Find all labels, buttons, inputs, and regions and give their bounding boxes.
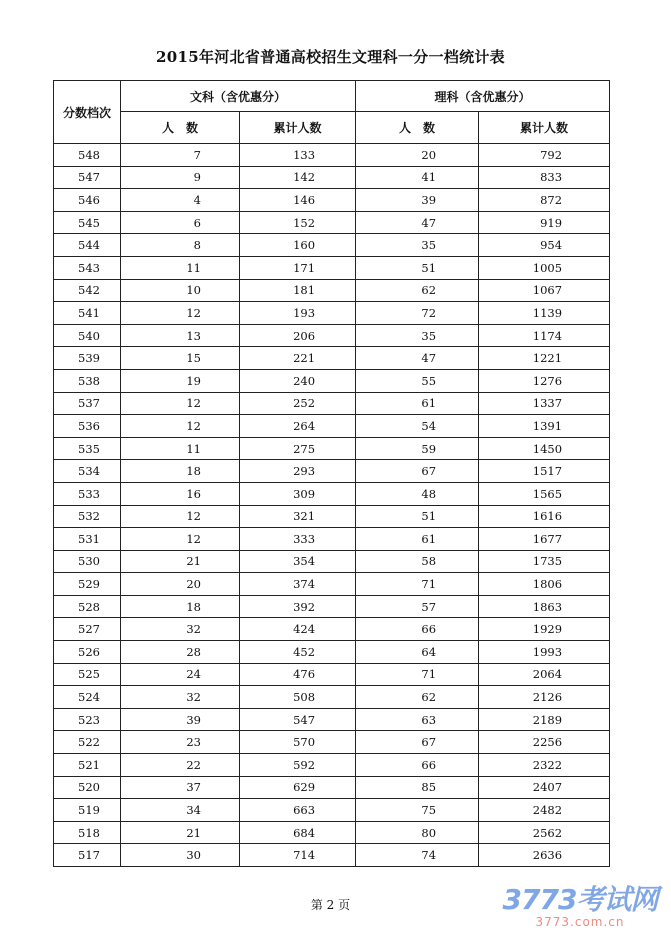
table-row <box>54 754 610 777</box>
science-count-header: 人 数 <box>356 112 479 144</box>
arts-count-header: 人 数 <box>121 112 240 144</box>
score-cell: 536 <box>54 415 121 438</box>
arts-cumulative-cell: 152 <box>240 211 356 234</box>
arts-count-cell: 9 <box>121 166 240 189</box>
arts-cumulative-cell: 309 <box>240 482 356 505</box>
arts-count-cell: 23 <box>121 731 240 754</box>
table-row <box>54 550 610 573</box>
science-header: 理科（含优惠分） <box>356 81 610 112</box>
page-number: 第 2 页 <box>310 898 351 912</box>
science-count-cell: 71 <box>356 663 479 686</box>
score-cell: 540 <box>54 324 121 347</box>
arts-count-cell: 11 <box>121 256 240 279</box>
arts-count-cell: 32 <box>121 618 240 641</box>
score-cell: 522 <box>54 731 121 754</box>
science-count-cell: 35 <box>356 324 479 347</box>
arts-count-cell: 11 <box>121 437 240 460</box>
score-cell: 528 <box>54 595 121 618</box>
arts-cumulative-cell: 275 <box>240 437 356 460</box>
score-cell: 543 <box>54 256 121 279</box>
science-cumulative-cell: 2562 <box>479 821 610 844</box>
arts-count-cell: 7 <box>121 144 240 167</box>
score-cell: 525 <box>54 663 121 686</box>
science-cumulative-cell: 2482 <box>479 799 610 822</box>
score-cell: 538 <box>54 369 121 392</box>
arts-count-cell: 8 <box>121 234 240 257</box>
score-cell: 539 <box>54 347 121 370</box>
arts-cumulative-cell: 592 <box>240 754 356 777</box>
score-cell: 527 <box>54 618 121 641</box>
table-row <box>54 279 610 302</box>
science-count-cell: 47 <box>356 347 479 370</box>
table-row <box>54 369 610 392</box>
table-row <box>54 437 610 460</box>
arts-count-cell: 16 <box>121 482 240 505</box>
table-row <box>54 256 610 279</box>
table-row <box>54 189 610 212</box>
score-cell: 521 <box>54 754 121 777</box>
arts-cumulative-cell: 452 <box>240 641 356 664</box>
table-row <box>54 415 610 438</box>
science-count-cell: 54 <box>356 415 479 438</box>
score-cell: 524 <box>54 686 121 709</box>
score-cell: 529 <box>54 573 121 596</box>
science-count-cell: 39 <box>356 189 479 212</box>
arts-count-cell: 18 <box>121 460 240 483</box>
arts-count-cell: 24 <box>121 663 240 686</box>
arts-cumulative-cell: 424 <box>240 618 356 641</box>
arts-header: 文科（含优惠分） <box>121 81 356 112</box>
arts-cumulative-cell: 547 <box>240 708 356 731</box>
table-row <box>54 731 610 754</box>
science-count-cell: 66 <box>356 618 479 641</box>
arts-count-cell: 18 <box>121 595 240 618</box>
arts-cumulative-cell: 133 <box>240 144 356 167</box>
table-row <box>54 234 610 257</box>
arts-cumulative-cell: 193 <box>240 302 356 325</box>
arts-cumulative-cell: 264 <box>240 415 356 438</box>
arts-cumulative-cell: 171 <box>240 256 356 279</box>
table-body <box>54 144 610 867</box>
science-count-cell: 67 <box>356 731 479 754</box>
table-row <box>54 595 610 618</box>
science-count-cell: 35 <box>356 234 479 257</box>
arts-count-cell: 15 <box>121 347 240 370</box>
score-cell: 541 <box>54 302 121 325</box>
science-count-cell: 20 <box>356 144 479 167</box>
score-cell: 519 <box>54 799 121 822</box>
science-count-cell: 67 <box>356 460 479 483</box>
science-count-cell: 62 <box>356 686 479 709</box>
science-cumulative-cell: 2636 <box>479 844 610 867</box>
science-cumulative-cell: 2256 <box>479 731 610 754</box>
science-count-cell: 71 <box>356 573 479 596</box>
score-cell: 534 <box>54 460 121 483</box>
science-cumulative-cell: 1616 <box>479 505 610 528</box>
science-cumulative-cell: 1735 <box>479 550 610 573</box>
table-row <box>54 505 610 528</box>
score-cell: 547 <box>54 166 121 189</box>
arts-cumulative-cell: 374 <box>240 573 356 596</box>
arts-cumulative-cell: 221 <box>240 347 356 370</box>
arts-count-cell: 30 <box>121 844 240 867</box>
science-cumulative-cell: 1221 <box>479 347 610 370</box>
arts-count-cell: 13 <box>121 324 240 347</box>
arts-count-cell: 21 <box>121 821 240 844</box>
arts-cumulative-cell: 570 <box>240 731 356 754</box>
arts-count-cell: 34 <box>121 799 240 822</box>
science-cumulative-cell: 2189 <box>479 708 610 731</box>
science-cumulative-cell: 1565 <box>479 482 610 505</box>
score-cell: 537 <box>54 392 121 415</box>
arts-cumulative-cell: 181 <box>240 279 356 302</box>
arts-cumulative-cell: 354 <box>240 550 356 573</box>
science-cumulative-cell: 1993 <box>479 641 610 664</box>
score-cell: 544 <box>54 234 121 257</box>
watermark-logo <box>500 885 660 929</box>
science-cumulative-cell: 1005 <box>479 256 610 279</box>
science-cumulative-cell: 954 <box>479 234 610 257</box>
score-cell: 530 <box>54 550 121 573</box>
table-row <box>54 821 610 844</box>
science-count-cell: 48 <box>356 482 479 505</box>
arts-count-cell: 37 <box>121 776 240 799</box>
arts-cumulative-header: 累计人数 <box>240 112 356 144</box>
science-cumulative-cell: 1337 <box>479 392 610 415</box>
score-cell: 535 <box>54 437 121 460</box>
table-row <box>54 708 610 731</box>
score-cell: 520 <box>54 776 121 799</box>
table-row <box>54 144 610 167</box>
arts-cumulative-cell: 160 <box>240 234 356 257</box>
score-cell: 545 <box>54 211 121 234</box>
arts-cumulative-cell: 142 <box>240 166 356 189</box>
arts-count-cell: 19 <box>121 369 240 392</box>
score-cell: 548 <box>54 144 121 167</box>
science-cumulative-cell: 872 <box>479 189 610 212</box>
arts-cumulative-cell: 392 <box>240 595 356 618</box>
score-table <box>53 80 610 867</box>
arts-cumulative-cell: 629 <box>240 776 356 799</box>
score-cell: 533 <box>54 482 121 505</box>
arts-cumulative-cell: 684 <box>240 821 356 844</box>
science-cumulative-cell: 1450 <box>479 437 610 460</box>
arts-cumulative-cell: 333 <box>240 528 356 551</box>
arts-cumulative-cell: 321 <box>240 505 356 528</box>
table-row <box>54 392 610 415</box>
science-cumulative-cell: 1391 <box>479 415 610 438</box>
science-count-cell: 63 <box>356 708 479 731</box>
score-cell: 532 <box>54 505 121 528</box>
arts-count-cell: 22 <box>121 754 240 777</box>
table-row <box>54 482 610 505</box>
science-count-cell: 41 <box>356 166 479 189</box>
table-row <box>54 844 610 867</box>
science-count-cell: 74 <box>356 844 479 867</box>
arts-cumulative-cell: 206 <box>240 324 356 347</box>
science-cumulative-cell: 1863 <box>479 595 610 618</box>
science-cumulative-cell: 1174 <box>479 324 610 347</box>
arts-count-cell: 39 <box>121 708 240 731</box>
arts-cumulative-cell: 252 <box>240 392 356 415</box>
science-count-cell: 62 <box>356 279 479 302</box>
arts-count-cell: 10 <box>121 279 240 302</box>
table-row <box>54 528 610 551</box>
science-count-cell: 55 <box>356 369 479 392</box>
science-count-cell: 75 <box>356 799 479 822</box>
science-count-cell: 72 <box>356 302 479 325</box>
arts-count-cell: 4 <box>121 189 240 212</box>
arts-cumulative-cell: 663 <box>240 799 356 822</box>
table-row <box>54 686 610 709</box>
science-cumulative-cell: 1677 <box>479 528 610 551</box>
table-row <box>54 460 610 483</box>
arts-count-cell: 6 <box>121 211 240 234</box>
table-row <box>54 347 610 370</box>
arts-count-cell: 12 <box>121 505 240 528</box>
science-cumulative-cell: 1929 <box>479 618 610 641</box>
watermark-logo-text: 3773考试网 <box>502 883 658 916</box>
science-count-cell: 57 <box>356 595 479 618</box>
arts-cumulative-cell: 146 <box>240 189 356 212</box>
science-count-cell: 64 <box>356 641 479 664</box>
arts-count-cell: 12 <box>121 392 240 415</box>
science-cumulative-cell: 2064 <box>479 663 610 686</box>
science-cumulative-cell: 2407 <box>479 776 610 799</box>
arts-cumulative-cell: 293 <box>240 460 356 483</box>
science-count-cell: 61 <box>356 528 479 551</box>
science-cumulative-cell: 1517 <box>479 460 610 483</box>
science-cumulative-header: 累计人数 <box>479 112 610 144</box>
science-count-cell: 61 <box>356 392 479 415</box>
table-row <box>54 663 610 686</box>
science-cumulative-cell: 833 <box>479 166 610 189</box>
table-row <box>54 618 610 641</box>
arts-cumulative-cell: 240 <box>240 369 356 392</box>
score-cell: 517 <box>54 844 121 867</box>
science-cumulative-cell: 2126 <box>479 686 610 709</box>
arts-cumulative-cell: 714 <box>240 844 356 867</box>
score-cell: 523 <box>54 708 121 731</box>
score-column-header: 分数档次 <box>54 81 121 144</box>
table-row <box>54 573 610 596</box>
science-count-cell: 80 <box>356 821 479 844</box>
score-cell: 546 <box>54 189 121 212</box>
table-row <box>54 166 610 189</box>
score-cell: 526 <box>54 641 121 664</box>
science-cumulative-cell: 792 <box>479 144 610 167</box>
score-cell: 518 <box>54 821 121 844</box>
science-count-cell: 85 <box>356 776 479 799</box>
science-cumulative-cell: 1806 <box>479 573 610 596</box>
score-cell: 531 <box>54 528 121 551</box>
table-row <box>54 776 610 799</box>
page-title: 2015年河北省普通高校招生文理科一分一档统计表 <box>156 48 505 66</box>
arts-count-cell: 20 <box>121 573 240 596</box>
arts-cumulative-cell: 476 <box>240 663 356 686</box>
science-cumulative-cell: 1139 <box>479 302 610 325</box>
arts-count-cell: 12 <box>121 302 240 325</box>
science-count-cell: 66 <box>356 754 479 777</box>
arts-count-cell: 12 <box>121 415 240 438</box>
science-count-cell: 59 <box>356 437 479 460</box>
table-row <box>54 302 610 325</box>
table-row <box>54 324 610 347</box>
science-count-cell: 51 <box>356 256 479 279</box>
score-cell: 542 <box>54 279 121 302</box>
science-cumulative-cell: 2322 <box>479 754 610 777</box>
science-count-cell: 47 <box>356 211 479 234</box>
arts-count-cell: 32 <box>121 686 240 709</box>
arts-count-cell: 28 <box>121 641 240 664</box>
science-count-cell: 58 <box>356 550 479 573</box>
science-cumulative-cell: 919 <box>479 211 610 234</box>
arts-count-cell: 21 <box>121 550 240 573</box>
science-cumulative-cell: 1276 <box>479 369 610 392</box>
table-row <box>54 641 610 664</box>
watermark-url: 3773.com.cn <box>535 915 625 929</box>
science-count-cell: 51 <box>356 505 479 528</box>
arts-count-cell: 12 <box>121 528 240 551</box>
table-row <box>54 211 610 234</box>
table-row <box>54 799 610 822</box>
arts-cumulative-cell: 508 <box>240 686 356 709</box>
science-cumulative-cell: 1067 <box>479 279 610 302</box>
